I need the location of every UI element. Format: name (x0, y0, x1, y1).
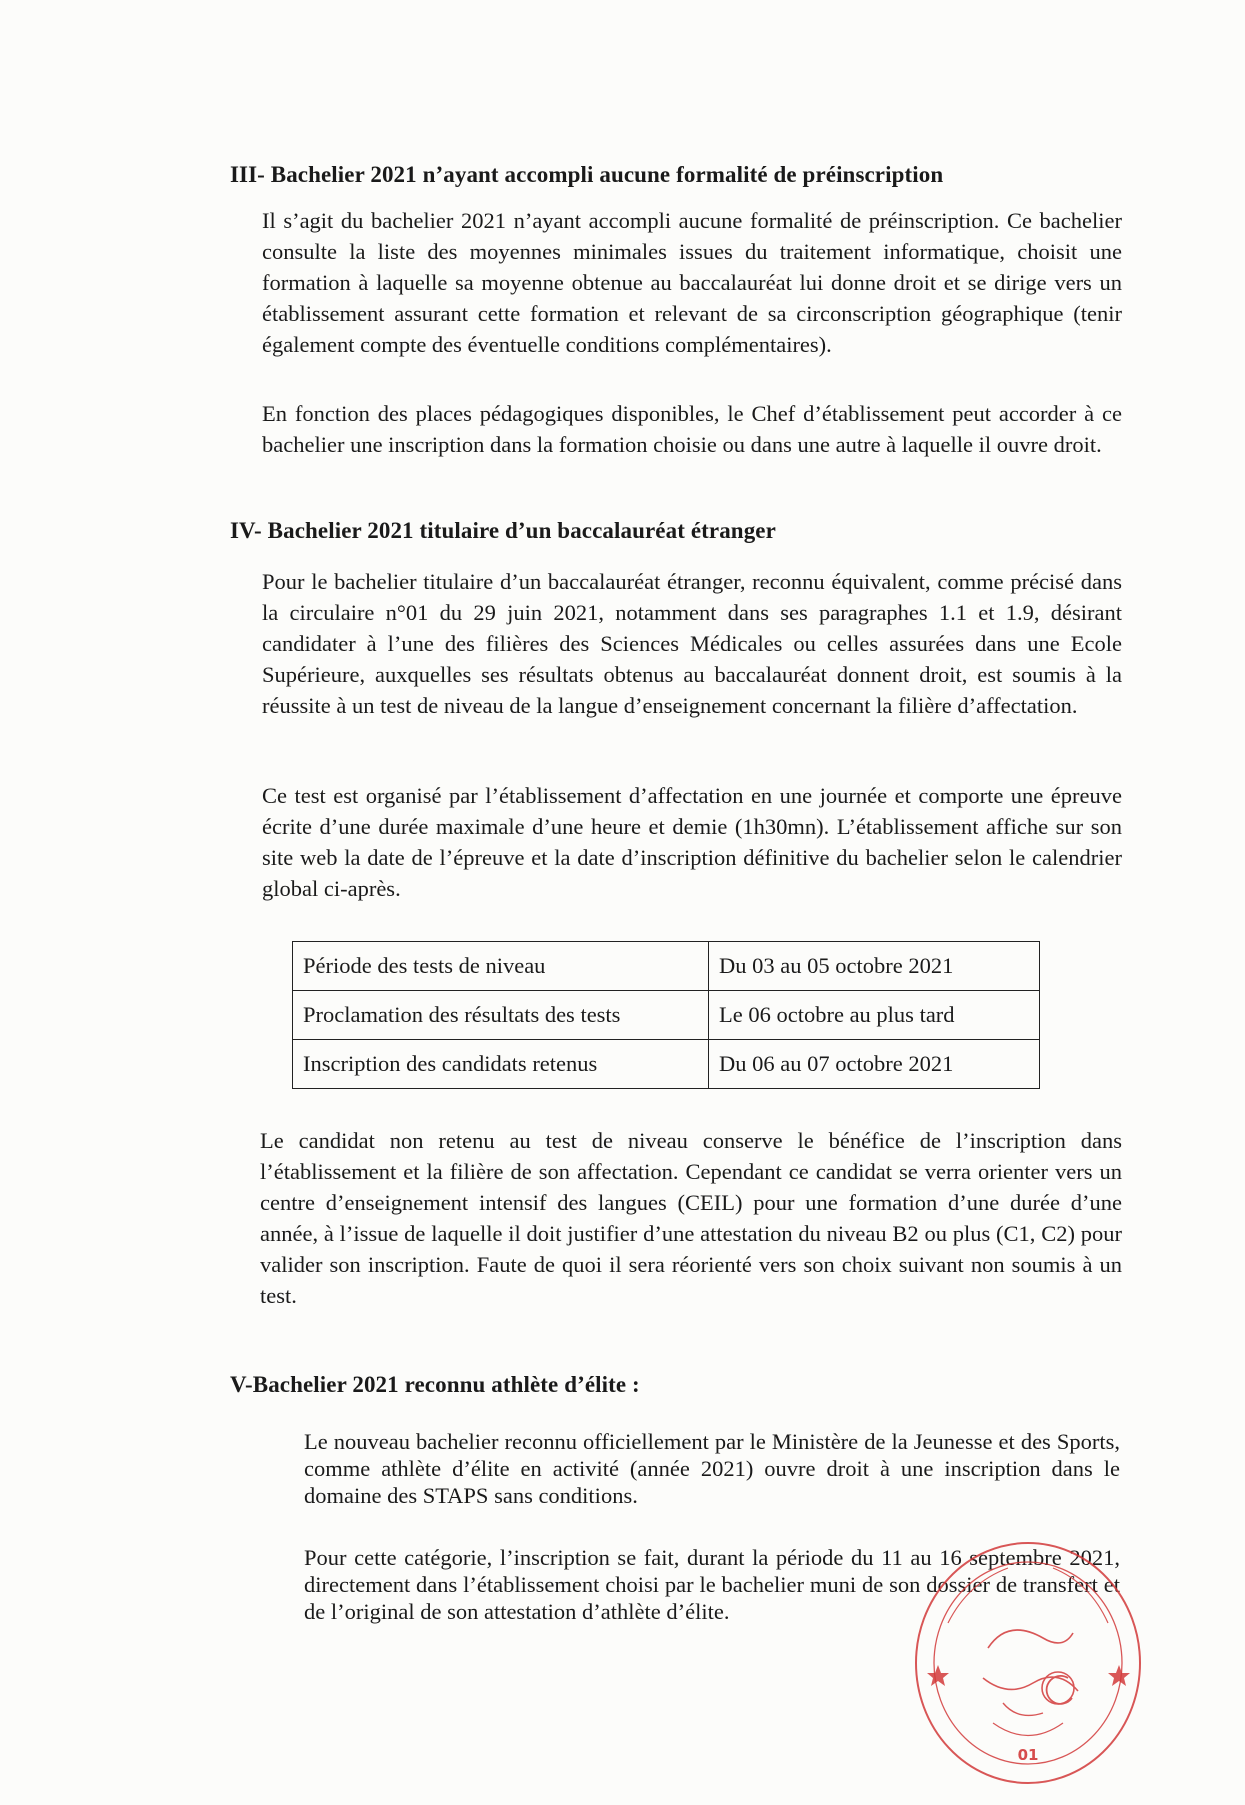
section-5-heading: V-Bachelier 2021 reconnu athlète d’élite : (230, 1372, 640, 1397)
table-cell: Proclamation des résultats des tests (293, 991, 709, 1040)
table-cell: Inscription des candidats retenus (293, 1040, 709, 1089)
section-4-heading: IV- Bachelier 2021 titulaire d’un baccalauréat étranger (230, 518, 776, 543)
table-cell: Du 03 au 05 octobre 2021 (709, 942, 1040, 991)
official-stamp (908, 1528, 1150, 1790)
section-4-paragraph-2: Ce test est organisé par l’établissement d’affectation en une journée et comporte une épreuve écrite d’une durée maximale d’une heure et demie (1h30mn). L’établissement affiche sur son site web la date de l’épreuve et la date d’inscription définitive du bachelier selon le calendrier global ci-après. (262, 783, 1122, 901)
table-cell: Période des tests de niveau (293, 942, 709, 991)
section-3-paragraph-2: En fonction des places pédagogiques disponibles, le Chef d’établissement peut accorder à ce bachelier une inscription dans la formation choisie ou dans une autre à laquelle il ouvre droit. (262, 401, 1122, 457)
section-5-paragraph-2: Pour cette catégorie, l’inscription se fait, durant la période du 11 au 16 septembre 2021, directement dans l’établissement choisi par le bachelier muni de son dossier de transfert et de l’original de son attestation d’athlète d’élite. (304, 1545, 1120, 1624)
section-4-paragraph-3: Le candidat non retenu au test de niveau conserve le bénéfice de l’inscription dans l’établissement et la filière de son affectation. Cependant ce candidat se verra orienter vers un centre d’enseignement intensif des langues (CEIL) pour une formation d’une durée d’une année, à l’issue de laquelle il doit justifier d’une attestation du niveau B2 ou plus (C1, C2) pour valider son inscription. Faute de quoi il sera réorienté vers son choix suivant non soumis à un test. (260, 1128, 1122, 1308)
section-5-paragraph-1: Le nouveau bachelier reconnu officiellement par le Ministère de la Jeunesse et des Sports, comme athlète d’élite en activité (année 2021) ouvre droit à une inscription dans le domaine des STAPS sans conditions. (304, 1429, 1120, 1508)
stamp-number: 01 (1017, 1746, 1039, 1764)
table-cell: Du 06 au 07 octobre 2021 (709, 1040, 1040, 1089)
section-4-paragraph-1: Pour le bachelier titulaire d’un baccalauréat étranger, reconnu équivalent, comme précisé dans la circulaire n°01 du 29 juin 2021, notamment dans ses paragraphes 1.1 et 1.9, désirant candidater à l’une des filières des Sciences Médicales ou celles assurées dans une Ecole Supérieure, auxquelles ses résultats obtenus au baccalauréat donnent droit, est soumis à la réussite à un test de niveau de la langue d’enseignement concernant la filière d’affectation. (262, 569, 1122, 718)
section-3-paragraph-1: Il s’agit du bachelier 2021 n’ayant accompli aucune formalité de préinscription. Ce bachelier consulte la liste des moyennes minimales issues du traitement informatique, choisit une formation à laquelle sa moyenne obtenue au baccalauréat lui donne droit et se dirige vers un établissement assurant cette formation et relevant de sa circonscription géographique (tenir également compte des éventuelle conditions complémentaires). (262, 208, 1122, 357)
section-3-heading: III- Bachelier 2021 n’ayant accompli aucune formalité de préinscription (230, 162, 944, 187)
table-cell: Le 06 octobre au plus tard (709, 991, 1040, 1040)
table-row (293, 942, 1040, 991)
calendar-table (292, 941, 1040, 1089)
table-row (293, 1040, 1040, 1089)
table-row (293, 991, 1040, 1040)
